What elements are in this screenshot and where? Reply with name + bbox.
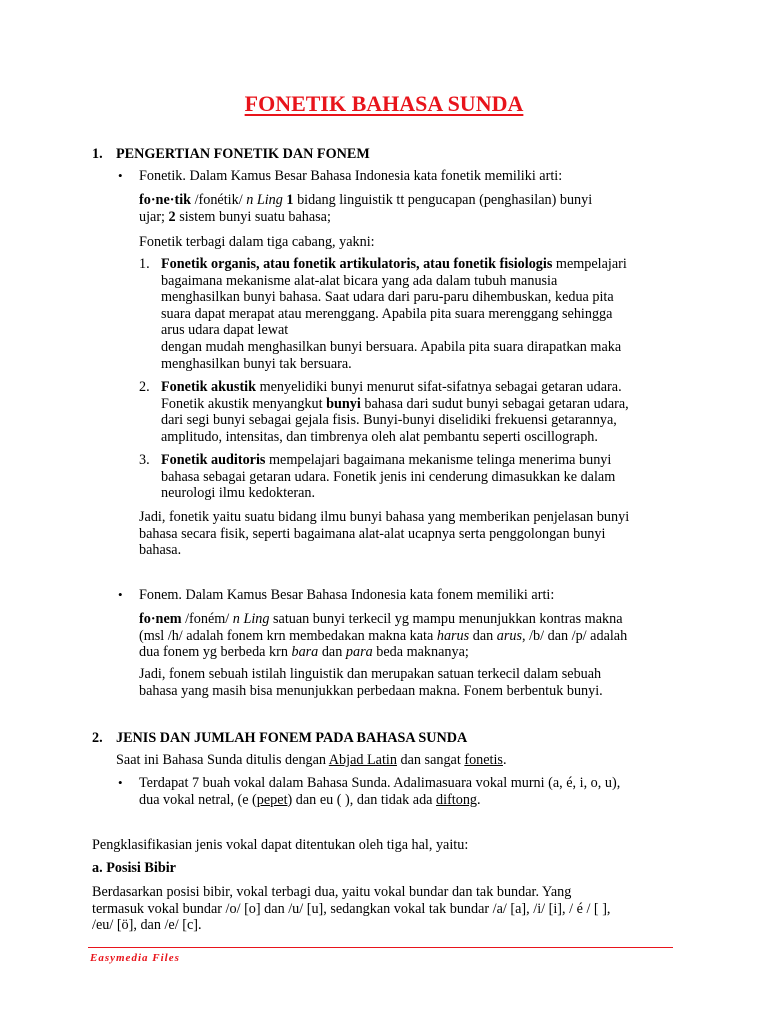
sunda-script-sentence: Saat ini Bahasa Sunda ditulis dengan Abjad Latin dan sangat fonetis.: [116, 752, 507, 768]
list-item-fonetik-organis: Fonetik organis, atau fonetik artikulatoris, atau fonetik fisiologis mempelajari bagaimana mekanisme alat-alat bicara yang ada dalam tubuh manusia menghasilkan bunyi bahasa. Saat udara dari paru-paru dihembuskan, kedua pita suara dapat merapat atau merenggang. Apabila pita suara merenggang sehingga arus udara dapat lewat dengan mudah menghasilkan bunyi bersuara. Apabila pita suara dirapatkan maka menghasilkan bunyi tak bersuara.: [161, 256, 627, 372]
posisi-bibir-heading: a. Posisi Bibir: [92, 860, 176, 876]
bullet-vokal: Terdapat 7 buah vokal dalam Bahasa Sunda. Adalimasuara vokal murni (a, é, i, o, u), dua vokal netral, (e (pepet) dan eu ( ), dan tidak ada diftong.: [139, 775, 621, 808]
bullet-icon: •: [118, 775, 123, 790]
footer-divider: [88, 947, 673, 948]
diftong-link[interactable]: diftong: [436, 791, 478, 808]
definition-headword: fo·nem: [139, 611, 182, 627]
bullet-fonem: Fonem. Dalam Kamus Besar Bahasa Indonesia kata fonem memiliki arti:: [139, 587, 555, 603]
conclusion-fonem: Jadi, fonem sebuah istilah linguistik dan merupakan satuan terkecil dalam sebuah bahasa yang masih bisa menunjukkan perbedaan makna. Fonem berbentuk bunyi.: [139, 666, 603, 699]
bullet-icon: •: [118, 587, 123, 602]
abjad-latin-link[interactable]: Abjad Latin: [328, 752, 397, 768]
bullet-fonetik: Fonetik. Dalam Kamus Besar Bahasa Indonesia kata fonetik memiliki arti:: [139, 168, 563, 184]
list-item-fonetik-auditoris: Fonetik auditoris mempelajari bagaimana mekanisme telinga menerima bunyi bahasa sebagai getaran udara. Fonetik jenis ini cenderung dimasukkan ke dalam neurologi ilmu kedokteran.: [161, 452, 616, 502]
list-number: 1.: [139, 256, 150, 272]
footer-text: Easymedia Files: [90, 952, 180, 964]
definition-headword: fo·ne·tik: [139, 192, 192, 208]
posisi-bibir-text: Berdasarkan posisi bibir, vokal terbagi dua, yaitu vokal bundar dan tak bundar. Yang termasuk vokal bundar /o/ [o] dan /u/ [u], sedangkan vokal tak bundar /a/ [a], /i/ [i], / é / [ ], /eu/ [ö], dan /e/ [c].: [92, 884, 611, 934]
list-number: 2.: [139, 379, 150, 395]
klasifikasi-intro: Pengklasifikasian jenis vokal dapat ditentukan oleh tiga hal, yaitu:: [92, 837, 469, 853]
section-2-number: 2.: [92, 730, 103, 746]
intro-cabang: Fonetik terbagi dalam tiga cabang, yakni:: [139, 234, 375, 250]
bullet-icon: •: [118, 168, 123, 183]
section-2-heading: JENIS DAN JUMLAH FONEM PADA BAHASA SUNDA: [116, 730, 468, 746]
document-title: FONETIK BAHASA SUNDA: [244, 91, 524, 116]
fonetis-link[interactable]: fonetis: [464, 752, 503, 768]
list-number: 3.: [139, 452, 150, 468]
pepet-link[interactable]: pepet: [256, 791, 288, 808]
definition-fonetik: fo·ne·tik /fonétik/ n Ling 1 bidang linguistik tt pengucapan (penghasilan) bunyi ujar; 2 sistem bunyi suatu bahasa;: [139, 192, 593, 225]
conclusion-fonetik: Jadi, fonetik yaitu suatu bidang ilmu bunyi bahasa yang memberikan penjelasan bunyi bahasa secara fisik, seperti bagaimana alat-alat ucapnya serta penggolongan bunyi bahasa.: [139, 509, 630, 559]
list-item-fonetik-akustik: Fonetik akustik menyelidiki bunyi menurut sifat-sifatnya sebagai getaran udara. Fonetik akustik menyangkut bunyi bahasa dari sudut bunyi sebagai getaran udara, dari segi bunyi sebagai gejala fisis. Bunyi-bunyi diselidiki frekuensi getarannya, amplitudo, intensitas, dan timbrenya oleh alat pembantu seperti oscillograph.: [161, 379, 629, 445]
definition-fonem: fo·nem /foném/ n Ling satuan bunyi terkecil yg mampu menunjukkan kontras makna (msl /h/ adalah fonem krn membedakan makna kata harus dan arus, /b/ dan /p/ adalah dua fonem yg berbeda krn bara dan para beda maknanya;: [139, 611, 628, 661]
section-1-number: 1.: [92, 146, 103, 162]
section-1-heading: PENGERTIAN FONETIK DAN FONEM: [116, 146, 370, 162]
